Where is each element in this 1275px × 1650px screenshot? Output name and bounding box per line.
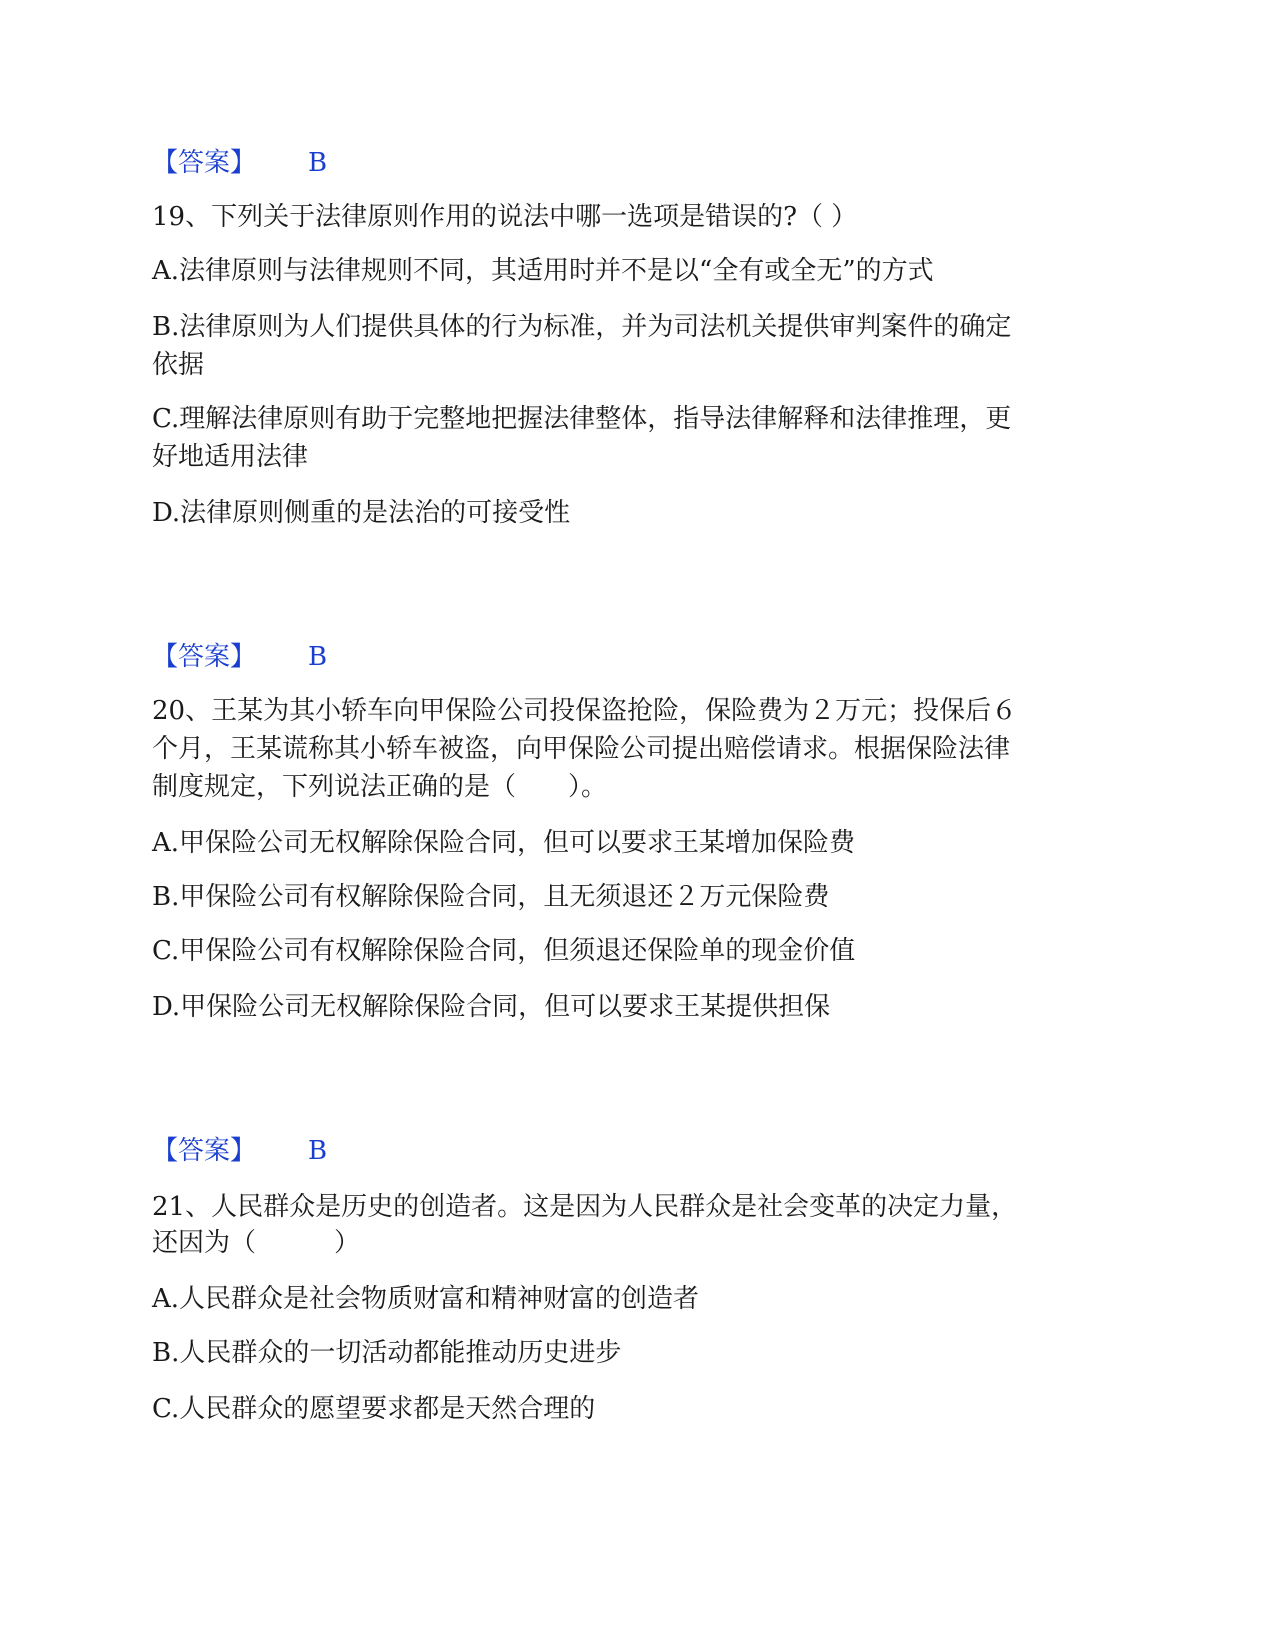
option-19-c-cont: 好地适用法律	[152, 442, 309, 472]
answer-row-1	[152, 146, 327, 180]
answer-row-2	[152, 640, 327, 674]
question-20-line-1: 20、王某为其小轿车向甲保险公司投保盗抢险，保险费为２万元；投保后６	[152, 696, 1018, 726]
question-20-line-2: 个月，王某谎称其小轿车被盗，向甲保险公司提出赔偿请求。根据保险法律	[152, 734, 1011, 764]
question-21-line-2: 还因为（ ）	[152, 1228, 361, 1258]
option-21-b: B.人民群众的一切活动都能推动历史进步	[152, 1338, 622, 1368]
option-20-d: D.甲保险公司无权解除保险合同，但可以要求王某提供担保	[152, 992, 831, 1022]
answer-row-3	[152, 1134, 327, 1168]
question-20-line-3: 制度规定，下列说法正确的是（ ）。	[152, 772, 608, 802]
option-20-b: B.甲保险公司有权解除保险合同，且无须退还２万元保险费	[152, 882, 830, 912]
option-19-c: C.理解法律原则有助于完整地把握法律整体，指导法律解释和法律推理，更	[152, 404, 1012, 434]
question-19: 19、下列关于法律原则作用的说法中哪一选项是错误的?（ ）	[152, 202, 858, 232]
option-21-c: C.人民群众的愿望要求都是天然合理的	[152, 1394, 596, 1424]
option-20-a: A.甲保险公司无权解除保险合同，但可以要求王某增加保险费	[152, 828, 856, 858]
question-21-line-1: 21、人民群众是历史的创造者。这是因为人民群众是社会变革的决定力量，	[152, 1192, 1018, 1222]
option-21-a: A.人民群众是社会物质财富和精神财富的创造者	[152, 1284, 700, 1314]
answer-label: 【答案】	[152, 1136, 257, 1166]
answer-value: B	[308, 148, 328, 178]
option-19-a: A.法律原则与法律规则不同，其适用时并不是以“全有或全无”的方式	[152, 256, 934, 286]
answer-value: B	[308, 1136, 328, 1166]
option-19-d: D.法律原则侧重的是法治的可接受性	[152, 498, 571, 528]
option-19-b-cont: 依据	[152, 350, 205, 380]
answer-value: B	[308, 642, 328, 672]
answer-label: 【答案】	[152, 642, 257, 672]
answer-label: 【答案】	[152, 148, 257, 178]
option-20-c: C.甲保险公司有权解除保险合同，但须退还保险单的现金价值	[152, 936, 856, 966]
option-19-b: B.法律原则为人们提供具体的行为标准，并为司法机关提供审判案件的确定	[152, 312, 1012, 342]
